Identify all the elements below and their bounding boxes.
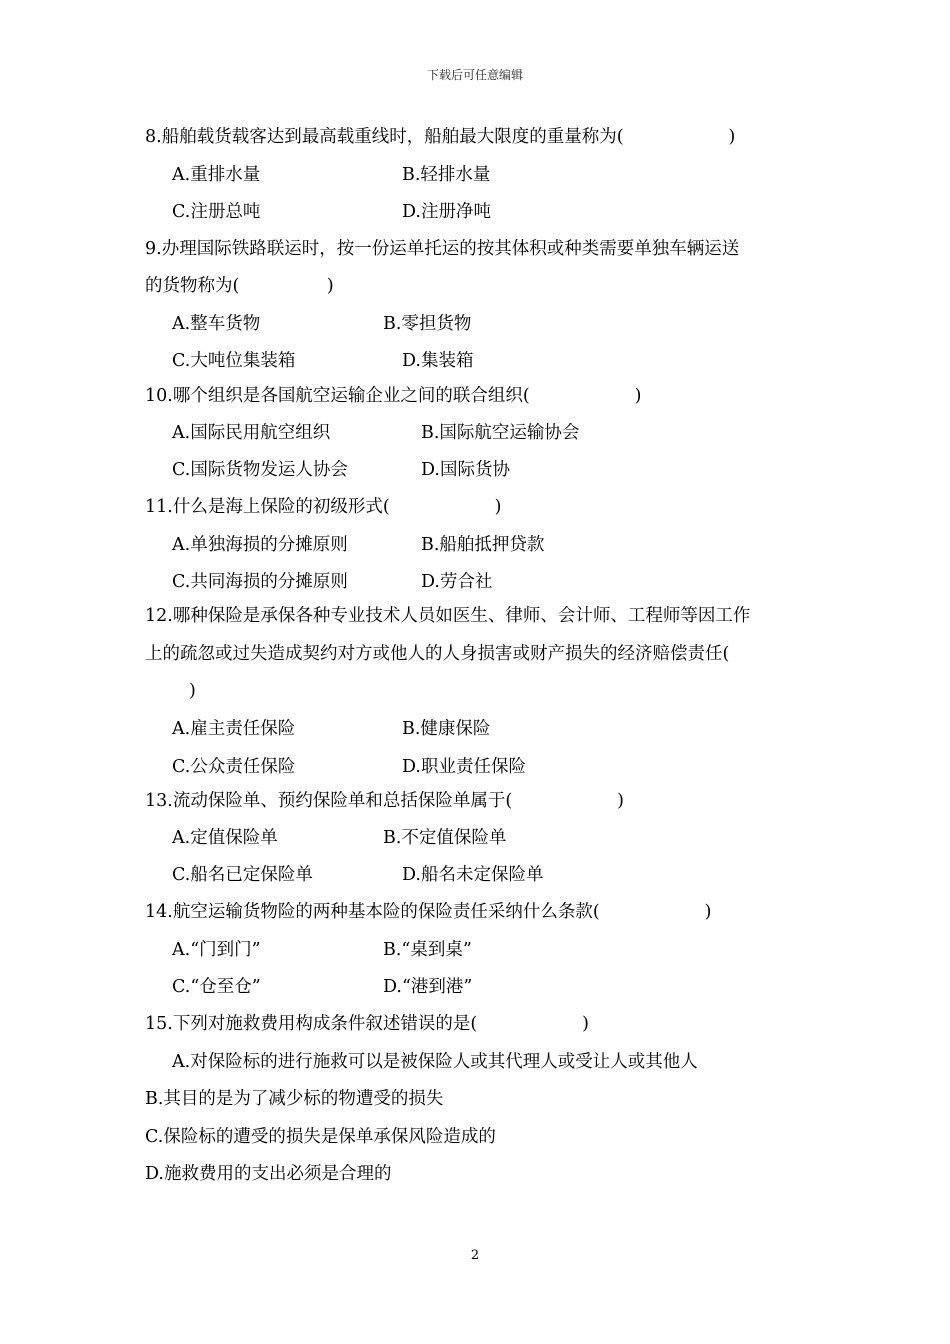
q15-option-a: A.对保险标的进行施救可以是被保险人或其代理人或受让人或其他人 (172, 1052, 698, 1072)
q10-option-a: A.国际民用航空组织 (172, 423, 331, 443)
q10-option-d: D.国际货协 (421, 460, 510, 480)
q15-option-b: B.其目的是为了减少标的物遭受的损失 (145, 1089, 444, 1109)
question-9-stem-cont: 的货物称为( ) (145, 276, 334, 296)
q15-option-c: C.保险标的遭受的损失是保单承保风险造成的 (145, 1127, 496, 1147)
page-number: 2 (470, 1248, 480, 1263)
q10-option-b: B.国际航空运输协会 (421, 423, 580, 443)
q9-option-a: A.整车货物 (172, 314, 261, 334)
q9-option-d: D.集装箱 (402, 351, 474, 371)
question-8-stem: 8.船舶载货载客达到最高载重线时，船舶最大限度的重量称为( ) (145, 127, 736, 147)
q9-option-b: B.零担货物 (383, 314, 472, 334)
q14-option-c: C.“仓至仓” (172, 977, 261, 997)
q11-option-a: A.单独海损的分摊原则 (172, 535, 348, 555)
question-12-stem-close: ) (189, 681, 196, 701)
q11-option-c: C.共同海损的分摊原则 (172, 572, 348, 592)
question-12-stem: 12.哪种保险是承保各种专业技术人员如医生、律师、会计师、工程师等因工作 (145, 606, 751, 626)
q12-option-b: B.健康保险 (402, 719, 491, 739)
q10-option-c: C.国际货物发运人协会 (172, 460, 348, 480)
q15-option-d: D.施救费用的支出必须是合理的 (145, 1164, 392, 1184)
q8-option-b: B.轻排水量 (402, 165, 491, 185)
q12-option-d: D.职业责任保险 (402, 757, 526, 777)
question-11-stem: 11.什么是海上保险的初级形式( ) (145, 497, 502, 517)
q8-option-a: A.重排水量 (172, 165, 261, 185)
question-14-stem: 14.航空运输货物险的两种基本险的保险责任采纳什么条款( ) (145, 902, 712, 922)
q12-option-c: C.公众责任保险 (172, 757, 296, 777)
q13-option-d: D.船名未定保险单 (402, 865, 544, 885)
question-10-stem: 10.哪个组织是各国航空运输企业之间的联合组织( ) (145, 386, 642, 406)
q14-option-d: D.“港到港” (383, 977, 473, 997)
q8-option-d: D.注册净吨 (402, 202, 491, 222)
page-header: 下载后可任意编辑 (426, 68, 523, 82)
q8-option-c: C.注册总吨 (172, 202, 261, 222)
question-15-stem: 15.下列对施救费用构成条件叙述错误的是( ) (145, 1014, 589, 1034)
q13-option-a: A.定值保险单 (172, 828, 278, 848)
q12-option-a: A.雇主责任保险 (172, 719, 296, 739)
question-9-stem: 9.办理国际铁路联运时，按一份运单托运的按其体积或种类需要单独车辆运送 (145, 239, 740, 259)
q9-option-c: C.大吨位集装箱 (172, 351, 296, 371)
q14-option-b: B.“桌到桌” (383, 940, 472, 960)
q11-option-b: B.船舶抵押贷款 (421, 535, 545, 555)
q13-option-b: B.不定值保险单 (383, 828, 507, 848)
question-13-stem: 13.流动保险单、预约保险单和总括保险单属于( ) (145, 791, 624, 811)
question-12-stem-cont: 上的疏忽或过失造成契约对方或他人的人身损害或财产损失的经济赔偿责任( (145, 644, 730, 664)
q11-option-d: D.劳合社 (421, 572, 493, 592)
q13-option-c: C.船名已定保险单 (172, 865, 313, 885)
q14-option-a: A.“门到门” (172, 940, 261, 960)
